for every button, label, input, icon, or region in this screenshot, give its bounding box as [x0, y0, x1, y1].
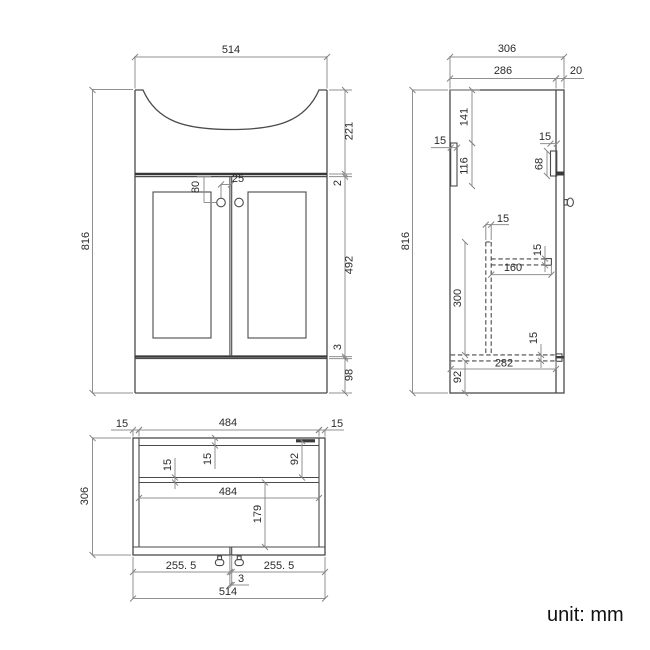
front-handle-offset-label: 25: [231, 173, 245, 185]
side-height-label: 816: [400, 231, 412, 251]
front-right-door-panel: [248, 192, 306, 338]
side-bracket-anchor: [556, 172, 564, 176]
side-bracket-width-label: 15: [433, 135, 447, 147]
plan-door-left-label: 255. 5: [165, 560, 197, 572]
plan-back-thk-label: 15: [202, 452, 214, 466]
plan-inner-width2-label: 484: [218, 486, 238, 498]
front-gap2-label: 2: [332, 179, 344, 187]
side-depth-label: 306: [497, 43, 517, 55]
side-plinth-label: 92: [452, 370, 464, 384]
side-knob-head: [567, 198, 573, 207]
front-width-label: 514: [221, 44, 241, 56]
front-right-knob: [235, 198, 244, 207]
plan-view: [79, 417, 344, 599]
front-basin-label: 221: [343, 121, 356, 141]
side-hinge-width-label: 15: [538, 131, 552, 143]
side-shelf-depth-label: 160: [503, 262, 523, 274]
side-bottom-thk-label: 15: [528, 331, 540, 345]
side-carcass-label: 286: [493, 65, 513, 77]
plan-back-rail: [139, 478, 319, 483]
front-left-knob: [217, 198, 226, 207]
front-outline: [135, 90, 327, 393]
plan-wall-bracket: [296, 439, 315, 442]
front-door-gap: [230, 177, 232, 357]
plan-rail-depth-label: 92: [289, 452, 301, 466]
side-hinge-length-label: 68: [533, 157, 546, 171]
front-handle-drop-label: 80: [190, 180, 202, 194]
plan-right-knob-cap: [235, 560, 243, 566]
front-plinth-label: 98: [343, 368, 356, 382]
plan-panel-left-label: 15: [115, 418, 129, 430]
front-height-label: 816: [80, 231, 92, 251]
side-partition-hidden: [486, 242, 491, 355]
side-shelf-endcap: [545, 259, 552, 266]
plan-door-gap: [230, 547, 232, 555]
side-view: [400, 43, 584, 393]
side-bracket-offset-label: 141: [458, 107, 471, 127]
side-doorthk-label: 20: [569, 65, 583, 77]
side-back-bracket: [451, 143, 457, 186]
side-partition-height-label: 300: [452, 288, 464, 308]
front-left-door-panel: [153, 192, 211, 338]
side-partition-width-label: 15: [496, 213, 510, 225]
plan-rail-thk-label: 15: [162, 458, 174, 472]
plan-front-depth-label: 179: [252, 504, 264, 524]
side-bracket-length-label: 116: [458, 157, 471, 175]
plan-door-right-label: 255. 5: [263, 560, 295, 572]
plan-left-knob-cap: [215, 560, 223, 566]
plan-extension-lines: [92, 430, 344, 599]
front-door-label: 492: [343, 255, 356, 275]
unit-label: unit: mm: [547, 604, 624, 626]
front-view: [80, 44, 356, 393]
side-shelf-thk-label: 15: [532, 243, 544, 257]
plan-depth-label: 306: [79, 486, 91, 506]
plan-door-gap-label: 3: [237, 573, 245, 585]
side-bottom-depth-label: 282: [494, 357, 514, 370]
plan-total-width-label: 514: [218, 586, 238, 598]
plan-panel-right-label: 15: [330, 418, 344, 430]
front-gap3-label: 3: [332, 343, 344, 351]
plan-inner-width-label: 484: [218, 417, 238, 429]
front-extension-lines: [92, 56, 352, 393]
